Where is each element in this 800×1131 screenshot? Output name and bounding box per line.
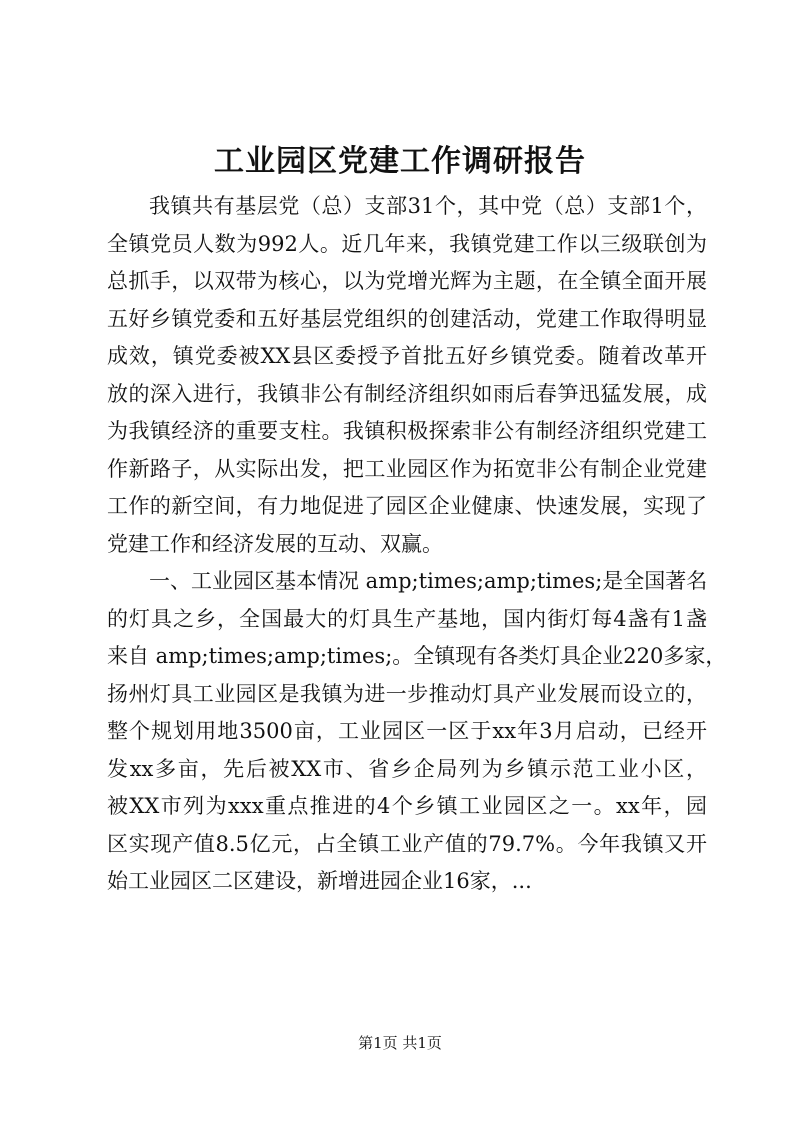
paragraph-1-line: 五好乡镇党委和五好基层党组织的创建活动，党建工作取得明显: [107, 306, 707, 331]
paragraph-2-line: 被XX市列为xxx重点推进的4个乡镇工业园区之一。xx年，园: [107, 794, 707, 818]
paragraph-1-line: 作新路子，从实际出发，把工业园区作为拓宽非公有制企业党建: [107, 456, 707, 481]
document-title: 工业园区党建工作调研报告: [214, 144, 586, 179]
document-body: [107, 188, 727, 901]
paragraph-1-line: 工作的新空间，有力地促进了园区企业健康、快速发展，实现了: [107, 494, 707, 518]
paragraph-2-line: 发xx多亩，先后被XX市、省乡企局列为乡镇示范工业小区，: [107, 756, 707, 781]
paragraph-1-line: 放的深入进行，我镇非公有制经济组织如雨后春笋迅猛发展，成: [107, 381, 707, 406]
page-number-footer: 第1页 共1页: [358, 1034, 442, 1052]
paragraph-1-line: 我镇共有基层党（总）支部31个，其中党（总）支部1个，: [149, 194, 707, 218]
paragraph-2-line: 来自 amp;times;amp;times;。全镇现有各类灯具企业220多家，: [107, 644, 727, 668]
paragraph-1-line: 成效，镇党委被XX县区委授予首批五好乡镇党委。随着改革开: [107, 344, 707, 368]
paragraph-2-line: 整个规划用地3500亩，工业园区一区于xx年3月启动，已经开: [107, 719, 707, 743]
paragraph-2-line: 的灯具之乡，全国最大的灯具生产基地，国内街灯每4盏有1盏: [107, 606, 707, 631]
paragraph-1-line: 党建工作和经济发展的互动、双赢。: [107, 531, 443, 556]
paragraph-2-line: 区实现产值8.5亿元，占全镇工业产值的79.7%。今年我镇又开: [107, 831, 707, 856]
paragraph-2-line: 始工业园区二区建设，新增进园企业16家，...: [107, 869, 532, 893]
paragraph-2-line: 一、工业园区基本情况 amp;times;amp;times;是全国著名: [149, 569, 708, 593]
paragraph-1-line: 为我镇经济的重要支柱。我镇积极探索非公有制经济组织党建工: [107, 419, 707, 443]
paragraph-1-line: 总抓手，以双带为核心，以为党增光辉为主题，在全镇全面开展: [107, 269, 707, 293]
paragraph-1-line: 全镇党员人数为992人。近几年来，我镇党建工作以三级联创为: [107, 231, 707, 256]
paragraph-2-line: 扬州灯具工业园区是我镇为进一步推动灯具产业发展而设立的，: [107, 681, 707, 706]
